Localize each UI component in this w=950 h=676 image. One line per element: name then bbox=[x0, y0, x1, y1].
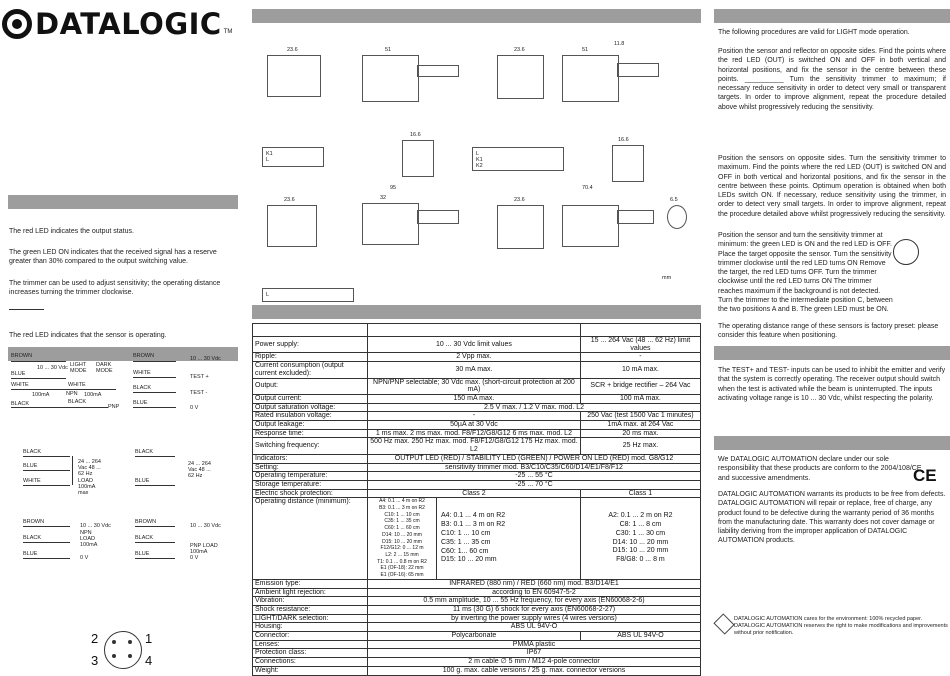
dim-label: 51 bbox=[582, 47, 589, 53]
spec-value: sensitivity trimmer mod. B3/C10/C35/C60/D14/E1/F8/F12 bbox=[368, 463, 701, 472]
spec-value: 20 ms max. bbox=[580, 429, 700, 438]
wire-brown bbox=[133, 361, 176, 362]
distance-item: A4: 0.1 ... 4 m on R2 bbox=[441, 512, 506, 520]
wire-white bbox=[23, 485, 70, 486]
voltage-label: 10 ... 30 Vdc bbox=[80, 523, 111, 529]
logo-mark-icon bbox=[2, 9, 32, 39]
distance-item: F8/G8: 0 ... 8 m bbox=[616, 556, 665, 564]
spec-value: PMMA plastic bbox=[368, 640, 701, 649]
spec-value: 100 mA max. bbox=[580, 394, 700, 403]
test-plus-label: TEST + bbox=[190, 374, 209, 380]
spec-value: 2 m cable ∅ 5 mm / M12 4-pole connector bbox=[368, 658, 701, 667]
dim-label: 23.6 bbox=[514, 197, 525, 203]
voltage-ac-label: 24 ... 264 Vac 48 ... 62 Hz bbox=[188, 461, 211, 479]
sensor-front-drawing bbox=[497, 205, 544, 249]
spec-value: ABS UL 94V-O bbox=[368, 623, 701, 632]
wire-black bbox=[23, 542, 70, 543]
spec-value: SCR + bridge rectifier – 264 Vac bbox=[580, 378, 700, 394]
wire-white bbox=[11, 389, 116, 390]
wire-label-blue: BLUE bbox=[135, 551, 150, 557]
spec-value: -25 ... 70 °C bbox=[368, 480, 701, 489]
spec-value: 2.5 V max. / 1.2 V max. mod. L2 bbox=[368, 403, 701, 412]
ma-label-2: 100mA bbox=[84, 392, 102, 398]
spec-label: Setting: bbox=[253, 463, 368, 472]
connector-circle-icon bbox=[104, 631, 142, 669]
distance-item: A2: 0.1 ... 2 m on R2 bbox=[608, 512, 673, 520]
spec-value: 250 Vac (test 1500 Vac 1 minutes) bbox=[580, 412, 700, 421]
dim-label: 6.5 bbox=[670, 197, 678, 203]
wire-label-black: BLACK bbox=[135, 535, 154, 541]
dimension-table bbox=[262, 147, 324, 167]
dim-label: K1 bbox=[476, 157, 483, 163]
distance-item: E1 (OF-18): 22 mm bbox=[380, 565, 424, 572]
background-setting-text: Position the sensor and turn the sensitivity trimmer at minimum: the green LED is ON and the red LED is OFF. Place the target opposite the sensor. Turn the sensitivity trimmer clockwise until the red LED turns ON Remove the target, the red LED turns OFF. Turn the trimmer clockwise until the red LED turns ON The trimmer reaches maximum if the background is not detected. Turn the trimmer to the intermediate position C, between the two positions A and B. The green LED must be ON. bbox=[718, 232, 893, 314]
distance-item: C10: 1 ... 10 cm bbox=[441, 529, 491, 537]
spec-value: by inverting the power supply wires (4 wires versions) bbox=[368, 614, 701, 623]
spec-row bbox=[253, 658, 701, 667]
wire-label-blue: BLUE bbox=[135, 478, 150, 484]
trimmer-dial-icon bbox=[893, 239, 919, 265]
spec-value: 150 mA max. bbox=[368, 394, 581, 403]
spec-label: Electric shock protection: bbox=[253, 489, 368, 498]
spec-row bbox=[253, 403, 701, 412]
spec-value: 500 Hz max. 250 Hz max. mod. F8/F12/G8/G12 175 Hz max. mod. L2 bbox=[368, 438, 581, 454]
spec-row bbox=[253, 337, 701, 353]
connector-drawing bbox=[617, 210, 654, 224]
wire-label-black: BLACK bbox=[23, 535, 42, 541]
spec-label: Power supply: bbox=[253, 337, 368, 353]
sensor-front-drawing bbox=[267, 55, 321, 97]
spec-label: Current consumption (output current excluded): bbox=[253, 362, 368, 378]
distance-item: D15: 10 ... 20 mm bbox=[612, 547, 669, 555]
dim-label: 23.6 bbox=[287, 47, 298, 53]
dim-label: L bbox=[476, 151, 480, 157]
pin-2: 2 bbox=[91, 631, 99, 646]
wire-label-white: WHITE bbox=[133, 370, 151, 376]
spec-value: 25 Hz max. bbox=[580, 438, 700, 454]
spec-value: 15 ... 264 Vac (48 ... 62 Hz) limit values bbox=[580, 337, 700, 353]
sensor-side-drawing bbox=[362, 55, 419, 102]
wire-label-blue: BLUE bbox=[23, 463, 38, 469]
test-minus-label: TEST - bbox=[190, 390, 208, 396]
dim-label: 70.4 bbox=[582, 185, 593, 191]
spec-label: Output current: bbox=[253, 394, 368, 403]
led-output-text: The red LED indicates the output status. bbox=[9, 228, 134, 235]
spec-value: 0.5 mm amplitude, 10 ... 55 Hz frequency, for every axis (EN60068-2-6) bbox=[368, 597, 701, 606]
spec-value: - bbox=[368, 412, 581, 421]
wire-black bbox=[11, 407, 108, 408]
lens-drawing bbox=[667, 205, 687, 229]
voltage-label: 10 ... 30 Vdc bbox=[190, 356, 221, 362]
zero-v-label: 0 V bbox=[190, 405, 199, 411]
pin-dot-icon bbox=[112, 640, 116, 644]
header-cell bbox=[253, 324, 368, 337]
pnp-load-label: PNP LOAD 100mA bbox=[190, 543, 218, 555]
spec-row bbox=[253, 463, 701, 472]
spec-row bbox=[253, 489, 701, 498]
spec-row bbox=[253, 472, 701, 481]
wire-vertical bbox=[72, 456, 73, 485]
spec-label: Storage temperature: bbox=[253, 480, 368, 489]
spec-label: Lenses: bbox=[253, 640, 368, 649]
wire-label-blue: BLUE bbox=[133, 400, 148, 406]
wire-label-brown: BROWN bbox=[11, 353, 33, 359]
spec-label: Output saturation voltage: bbox=[253, 403, 368, 412]
spec-row bbox=[253, 394, 701, 403]
distance-item: L2: 2 ... 15 mm bbox=[385, 551, 419, 558]
wire-blue bbox=[135, 558, 175, 559]
spec-row bbox=[253, 579, 701, 588]
spec-value: according to EN 60947-5-2 bbox=[368, 588, 701, 597]
recycle-icon bbox=[713, 613, 734, 634]
spec-label: Housing: bbox=[253, 623, 368, 632]
spec-row bbox=[253, 632, 701, 641]
distance-item: C30: 1 ... 30 cm bbox=[615, 529, 666, 537]
spec-value bbox=[580, 498, 700, 579]
spec-row bbox=[253, 353, 701, 362]
wire-blue bbox=[135, 485, 175, 486]
spec-label: Switching frequency: bbox=[253, 438, 368, 454]
pin-dot-icon bbox=[128, 654, 132, 658]
datalogic-logo bbox=[2, 7, 232, 41]
distance-item: F12/G12: 0 ... 12 m bbox=[380, 545, 424, 552]
pin-3: 3 bbox=[91, 653, 99, 668]
distance-list-1 bbox=[368, 498, 437, 578]
distance-item: B3: 0.1 ... 3 m on R2 bbox=[441, 521, 506, 529]
dim-label: K2 bbox=[476, 163, 483, 169]
dim-label: 95 bbox=[390, 185, 397, 191]
spec-row bbox=[253, 649, 701, 658]
distance-item: C60: 1 ... 60 cm bbox=[384, 525, 420, 532]
spec-value: NPN/PNP selectable; 30 Vdc max. (short-circuit protection at 200 mA) bbox=[368, 378, 581, 394]
wire-label-black: BLACK bbox=[133, 385, 152, 391]
distance-item: D15: 10 ... 20 mm bbox=[382, 538, 422, 545]
spec-value: -25 ... 55 °C bbox=[368, 472, 701, 481]
dim-label: 23.6 bbox=[284, 197, 295, 203]
voltage-label: 10 ... 30 Vdc bbox=[190, 523, 221, 529]
trimmer-text: The trimmer can be used to adjust sensitivity; the operating distance increases turning the trimmer clockwise. bbox=[9, 280, 221, 297]
wire-blue bbox=[133, 407, 176, 408]
load-label: LOAD 100mA max bbox=[78, 478, 96, 496]
dim-label: 16.6 bbox=[618, 137, 629, 143]
left-column bbox=[0, 0, 240, 667]
npn-load-label: NPN LOAD 100mA bbox=[80, 530, 98, 548]
bracket-drawing bbox=[402, 140, 434, 177]
spec-row bbox=[253, 597, 701, 606]
spec-value: Polycarbonate bbox=[368, 632, 581, 641]
spec-row bbox=[253, 362, 701, 378]
wire-label-brown: BROWN bbox=[23, 519, 45, 525]
wire-label-blue: BLUE bbox=[23, 551, 38, 557]
spec-row bbox=[253, 614, 701, 623]
factory-preset-text: The operating distance range of these sensors is factory preset: please consider this feature when positioning. bbox=[718, 323, 939, 340]
green-led-text: The green LED ON indicates that the received signal has a reserve greater than 30% compared to the output switching value. bbox=[9, 249, 217, 266]
section-bar-declaration bbox=[714, 436, 950, 450]
pin-dot-icon bbox=[128, 640, 132, 644]
spec-row bbox=[253, 640, 701, 649]
spec-row-operating-distance bbox=[253, 498, 701, 579]
distance-item: E1 (OF-16): 65 mm bbox=[380, 572, 424, 579]
section-bar-test bbox=[714, 346, 950, 360]
wire-brown bbox=[135, 526, 175, 527]
dim-label: L bbox=[266, 292, 270, 298]
spec-value: 10 ... 30 Vdc limit values bbox=[368, 337, 581, 353]
ce-mark: CE bbox=[913, 466, 937, 485]
wire-label-blue: BLUE bbox=[11, 371, 26, 377]
distance-item: C10: 1 ... 10 cm bbox=[384, 511, 420, 518]
wire-black bbox=[135, 456, 175, 457]
through-beam-setting-text: Position the sensors on opposite sides. Turn the sensitivity trimmer to maximum. Find the points where the red LED (OUT) is switched ON and OFF in both vertical and horizontal positions, and fix the sensor in the centre between these points. Optimum operation is obtained when both LEDs switch ON. If necessary, reduce sensitivity using the trimmer, in order to detect very small targets. In order to improve alignment, repeat the procedure detailed above whilst progressively reducing the sensitivity. bbox=[718, 155, 946, 218]
spec-row bbox=[253, 623, 701, 632]
sensor-front-drawing bbox=[497, 55, 544, 99]
sensor-side-drawing bbox=[362, 203, 419, 245]
header-cell bbox=[580, 324, 700, 337]
pin-dot-icon bbox=[112, 654, 116, 658]
wire-label-black: BLACK bbox=[11, 401, 30, 407]
dim-label: 51 bbox=[385, 47, 392, 53]
spec-label: Weight: bbox=[253, 666, 368, 675]
spec-label: Protection class: bbox=[253, 649, 368, 658]
spec-value: 11 ms (30 G) 6 shock for every axis (EN60068-2-27) bbox=[368, 605, 701, 614]
sensor-side-drawing bbox=[562, 55, 619, 102]
spec-value: - bbox=[580, 353, 700, 362]
technical-data-table bbox=[252, 323, 701, 676]
wire-blue bbox=[23, 470, 70, 471]
wire-brown bbox=[23, 526, 70, 527]
distance-item: D14: 10 ... 20 mm bbox=[612, 538, 669, 546]
spec-value: Class 1 bbox=[580, 489, 700, 498]
voltage-label: 10 ... 30 Vdc bbox=[37, 365, 68, 371]
dim-label: K1 bbox=[266, 151, 273, 157]
pin-4: 4 bbox=[145, 653, 153, 668]
distance-item: C60: 1... 60 cm bbox=[441, 547, 489, 555]
distance-item: A4: 0.1 ... 4 m on R2 bbox=[379, 498, 425, 505]
distance-item: T1: 0.1 ... 0.8 m on R2 bbox=[377, 558, 427, 565]
sensor-front-drawing bbox=[267, 205, 317, 247]
spec-label: Ambient light rejection: bbox=[253, 588, 368, 597]
dim-label: 32 bbox=[380, 195, 387, 201]
environment-note: DATALOGIC AUTOMATION cares for the environment: 100% recycled paper. DATALOGIC AUTOMATION reserves the right to make modifications and improvements without prior notification. bbox=[734, 616, 948, 636]
spec-value: IP67 bbox=[368, 649, 701, 658]
wire-blue bbox=[23, 558, 70, 559]
wire-blue bbox=[11, 378, 66, 379]
wire-label-white-2: WHITE bbox=[68, 382, 86, 388]
spec-row bbox=[253, 605, 701, 614]
pin-1: 1 bbox=[145, 631, 153, 646]
voltage-ac-label: 24 ... 264 Vac 48 ... 62 Hz bbox=[78, 459, 101, 477]
spec-value: 50µA at 30 Vdc bbox=[368, 421, 581, 430]
spec-header-row bbox=[253, 324, 701, 337]
logo-text: DATALOGIC bbox=[35, 7, 222, 41]
spec-value: OUTPUT LED (RED) / STABILITY LED (GREEN) / POWER ON LED (RED) mod. G8/G12 bbox=[368, 454, 701, 463]
dim-label: 11.8 bbox=[614, 41, 625, 47]
warranty-text: DATALOGIC AUTOMATION warrants its products to be free from defects. DATALOGIC AUTOMATION will repair or replace, free of charge, any product found to be defective during the warranty period of 36 months from the manufacturing date. This warranty does not cover damage or liability deriving from the improper application of DATALOGIC AUTOMATION products. bbox=[718, 491, 946, 545]
spec-label: Response time: bbox=[253, 429, 368, 438]
unit-label: mm bbox=[662, 275, 672, 281]
dark-mode-label: DARK MODE bbox=[96, 362, 113, 374]
zero-v-label: 0 V bbox=[190, 555, 199, 561]
trademark: TM bbox=[223, 29, 233, 35]
spec-value: 10 mA max. bbox=[580, 362, 700, 378]
spec-value: 2 Vpp max. bbox=[368, 353, 581, 362]
wire-black bbox=[133, 392, 176, 393]
ma-label: 100mA bbox=[32, 392, 50, 398]
spec-row bbox=[253, 412, 701, 421]
section-bar-indicators bbox=[8, 195, 238, 209]
spec-value: ABS UL 94V-O bbox=[580, 632, 700, 641]
spec-value: 100 g. max. cable versions / 25 g. max. connector versions bbox=[368, 666, 701, 675]
spec-value: 30 mA max. bbox=[368, 362, 581, 378]
distance-list-2 bbox=[437, 498, 580, 578]
underline bbox=[9, 309, 44, 310]
spec-label: Connections: bbox=[253, 658, 368, 667]
spec-label: Output leakage: bbox=[253, 421, 368, 430]
light-mode-note: The following procedures are valid for LIGHT mode operation. bbox=[718, 29, 910, 36]
operating-led-text: The red LED indicates that the sensor is operating. bbox=[9, 332, 167, 339]
spec-value: 1mA max. at 264 Vac bbox=[580, 421, 700, 430]
wire-white bbox=[133, 377, 176, 378]
header-cell bbox=[368, 324, 581, 337]
connector-drawing bbox=[417, 210, 459, 224]
spec-label: Operating temperature: bbox=[253, 472, 368, 481]
wire-label-black: BLACK bbox=[23, 449, 42, 455]
spec-label: Connector: bbox=[253, 632, 368, 641]
spec-row bbox=[253, 454, 701, 463]
spec-row bbox=[253, 480, 701, 489]
distance-item: D14: 10 ... 20 mm bbox=[382, 531, 422, 538]
spec-row bbox=[253, 421, 701, 430]
npn-label: NPN bbox=[66, 391, 78, 397]
distance-item: D15: 10 ... 20 mm bbox=[441, 556, 497, 564]
wire-label-black: BLACK bbox=[135, 449, 154, 455]
spec-value: 1 ms max. 2 ms max. mod. F8/F12/G8/G12 6 ms max. mod. L2 bbox=[368, 429, 581, 438]
zero-v-label: 0 V bbox=[80, 555, 89, 561]
spec-value: INFRARED (880 nm) / RED (660 nm) mod. B3/D14/E1 bbox=[368, 579, 701, 588]
wire-label-white: WHITE bbox=[11, 382, 29, 388]
wire-black bbox=[135, 542, 175, 543]
wire-brown bbox=[11, 361, 66, 362]
distance-item: C8: 1 ... 8 cm bbox=[619, 520, 662, 528]
distance-item: C35: 1 ... 35 cm bbox=[441, 538, 491, 546]
declaration-text: We DATALOGIC AUTOMATION declare under our sole responsibility that these products are conform to the 2004/108/CE and successive amendments. bbox=[718, 456, 922, 482]
distance-item: C35: 1 ... 35 cm bbox=[384, 518, 420, 525]
distance-item: B3: 0.1 ... 3 m on R2 bbox=[379, 505, 425, 512]
reflex-setting-text: Position the sensor and reflector on opposite sides. Find the points where the red LED (OUT) is switched ON and OFF in both vertical and horizontal positions, and fix the sensor in the centre between these points. __________ Turn the sensitivity trimmer to maximum; if necessary reduce sensitivity in order to detect very small or transparent targets. In order to improve alignment, repeat the procedure detailed above whilst progressively reducing the sensitivity. bbox=[718, 48, 946, 111]
cable-drawing bbox=[417, 65, 459, 77]
spec-label: Ripple: bbox=[253, 353, 368, 362]
section-bar-dimensions bbox=[252, 9, 701, 23]
spec-label: Shock resistance: bbox=[253, 605, 368, 614]
pnp-label: PNP bbox=[108, 404, 120, 410]
spec-value bbox=[368, 498, 581, 579]
connector-drawing bbox=[617, 63, 659, 77]
wire-label-brown: BROWN bbox=[135, 519, 157, 525]
spec-row bbox=[253, 666, 701, 675]
test-input-text: The TEST+ and TEST- inputs can be used to inhibit the emitter and verify that the system is correctly operating. The receiver output should switch when the test is activated while the beam is uninterrupted. The inputs activating voltage range is 10 ... 30 Vdc, whilst respecting the polarity. bbox=[718, 367, 946, 402]
dimension-table bbox=[472, 147, 564, 171]
spec-label: Indicators: bbox=[253, 454, 368, 463]
spec-row bbox=[253, 438, 701, 454]
dim-label: 23.6 bbox=[514, 47, 525, 53]
wire-label-white: WHITE bbox=[23, 478, 41, 484]
spec-value: Class 2 bbox=[368, 489, 581, 498]
section-bar-specs bbox=[252, 305, 701, 319]
sensor-side-drawing bbox=[562, 205, 619, 247]
right-column bbox=[714, 0, 950, 667]
wire-label-brown: BROWN bbox=[133, 353, 155, 359]
spec-label: Vibration: bbox=[253, 597, 368, 606]
spec-row bbox=[253, 429, 701, 438]
section-bar-setting bbox=[714, 9, 950, 23]
dimension-table bbox=[262, 288, 354, 302]
spec-row bbox=[253, 378, 701, 394]
wire-black bbox=[23, 456, 70, 457]
spec-label: Output: bbox=[253, 378, 368, 394]
spec-row bbox=[253, 588, 701, 597]
wire-label-black-2: BLACK bbox=[68, 399, 87, 405]
light-mode-label: LIGHT MODE bbox=[70, 362, 87, 374]
spec-label: Emission type: bbox=[253, 579, 368, 588]
dim-label: 16.6 bbox=[410, 132, 421, 138]
bracket-drawing bbox=[612, 145, 644, 182]
spec-label: LIGHT/DARK selection: bbox=[253, 614, 368, 623]
spec-label: Operating distance (minimum): bbox=[253, 498, 368, 579]
spec-label: Rated insulation voltage: bbox=[253, 412, 368, 421]
dim-label: L bbox=[266, 157, 270, 163]
